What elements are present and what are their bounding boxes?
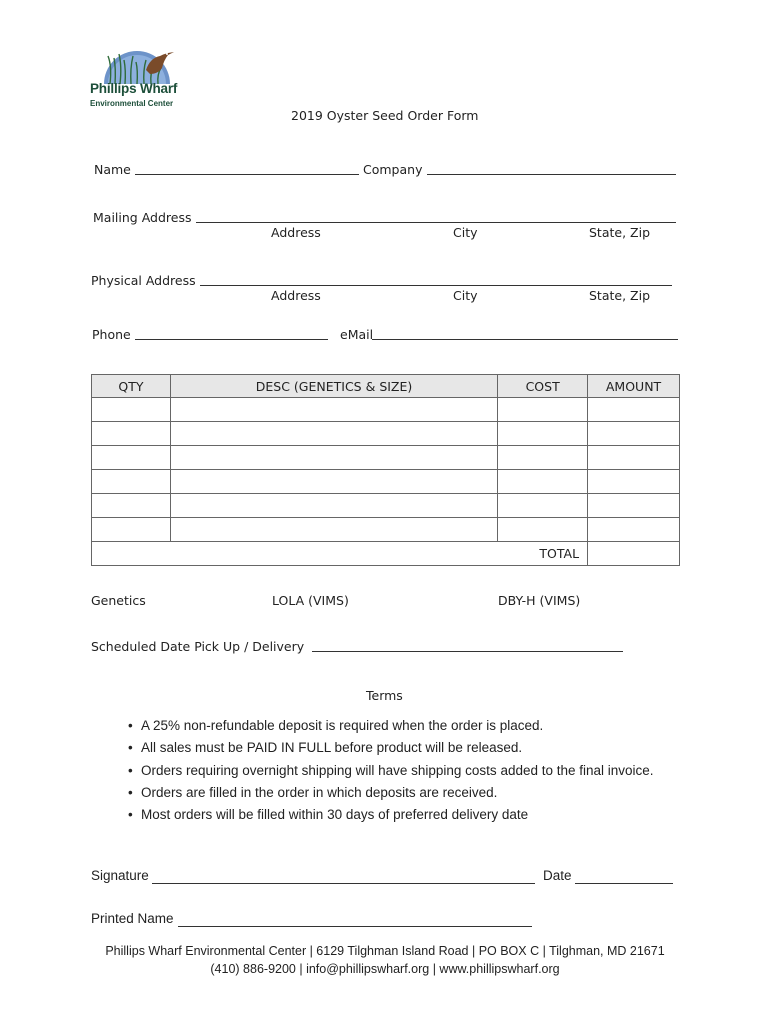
date-label: Date [543, 868, 572, 883]
list-item: • Most orders will be filled within 30 days of preferred delivery date [128, 807, 529, 823]
order-table [91, 374, 680, 566]
footer-address: Phillips Wharf Environmental Center | 6129 Tilghman Island Road | PO BOX C | Tilghman, MD 21671 [105, 944, 665, 958]
company-label: Company [363, 162, 423, 177]
qty-cell[interactable] [92, 422, 171, 446]
date-field[interactable] [575, 883, 673, 884]
printed-name-field[interactable] [178, 926, 532, 927]
genetics-option-dbyh: DBY-H (VIMS) [498, 593, 581, 608]
list-item: • Orders requiring overnight shipping will have shipping costs added to the final invoice. [128, 762, 654, 778]
table-row [92, 446, 680, 470]
cost-cell[interactable] [498, 518, 588, 542]
genetics-option-lola: LOLA (VIMS) [272, 593, 349, 608]
table-row [92, 518, 680, 542]
logo-subtitle: Environmental Center [90, 99, 174, 108]
mailing-address-field[interactable] [196, 222, 676, 223]
physical-sub-city: City [453, 288, 478, 303]
signature-label: Signature [91, 868, 149, 883]
table-row [92, 422, 680, 446]
amount-cell[interactable] [588, 446, 680, 470]
mailing-sub-state-zip: State, Zip [589, 225, 651, 240]
cost-cell[interactable] [498, 422, 588, 446]
qty-cell[interactable] [92, 470, 171, 494]
desc-cell[interactable] [170, 494, 497, 518]
footer-contact: (410) 886-9200 | info@phillipswharf.org | www.phillipswharf.org [210, 962, 560, 976]
signature-field[interactable] [152, 883, 535, 884]
list-item: • A 25% non-refundable deposit is required when the order is placed. [128, 718, 544, 733]
company-field[interactable] [427, 174, 676, 175]
physical-address-field[interactable] [200, 285, 672, 286]
scheduled-date-label: Scheduled Date Pick Up / Delivery [91, 639, 305, 654]
table-row [92, 470, 680, 494]
terms-title: Terms [366, 688, 403, 703]
terms-list [128, 715, 654, 826]
desc-cell[interactable] [170, 470, 497, 494]
qty-cell[interactable] [92, 446, 171, 470]
desc-cell[interactable] [170, 398, 497, 422]
phone-field[interactable] [135, 339, 328, 340]
cost-cell[interactable] [498, 494, 588, 518]
desc-cell[interactable] [170, 422, 497, 446]
email-label: eMail [340, 327, 374, 342]
total-row [92, 542, 680, 566]
total-label: TOTAL [92, 542, 588, 566]
amount-cell[interactable] [588, 518, 680, 542]
mailing-sub-address: Address [271, 225, 321, 240]
cost-cell[interactable] [498, 398, 588, 422]
list-item: • All sales must be PAID IN FULL before product will be released. [128, 740, 523, 756]
form-title: 2019 Oyster Seed Order Form [291, 108, 479, 123]
physical-sub-state-zip: State, Zip [589, 288, 651, 303]
amount-cell[interactable] [588, 470, 680, 494]
qty-cell[interactable] [92, 518, 171, 542]
amount-cell[interactable] [588, 422, 680, 446]
header-desc: DESC (GENETICS & SIZE) [170, 375, 497, 398]
mailing-sub-city: City [453, 225, 478, 240]
qty-cell[interactable] [92, 398, 171, 422]
list-item: • Orders are filled in the order in which deposits are received. [128, 784, 498, 800]
total-amount-cell[interactable] [588, 542, 680, 566]
mailing-address-label: Mailing Address [93, 210, 192, 225]
cost-cell[interactable] [498, 470, 588, 494]
email-field[interactable] [372, 339, 678, 340]
desc-cell[interactable] [170, 518, 497, 542]
qty-cell[interactable] [92, 494, 171, 518]
header-cost: COST [498, 375, 588, 398]
genetics-label: Genetics [91, 593, 146, 608]
header-amount: AMOUNT [588, 375, 680, 398]
amount-cell[interactable] [588, 398, 680, 422]
scheduled-date-field[interactable] [312, 651, 623, 652]
phone-label: Phone [92, 327, 131, 342]
cost-cell[interactable] [498, 446, 588, 470]
logo-name: Phillips Wharf [90, 81, 178, 96]
name-field[interactable] [135, 174, 359, 175]
logo [88, 44, 188, 110]
physical-address-label: Physical Address [91, 273, 196, 288]
physical-sub-address: Address [271, 288, 321, 303]
printed-name-label: Printed Name [91, 911, 174, 926]
amount-cell[interactable] [588, 494, 680, 518]
name-label: Name [94, 162, 131, 177]
desc-cell[interactable] [170, 446, 497, 470]
table-row [92, 398, 680, 422]
header-qty: QTY [92, 375, 171, 398]
table-header-row [92, 375, 680, 398]
table-row [92, 494, 680, 518]
